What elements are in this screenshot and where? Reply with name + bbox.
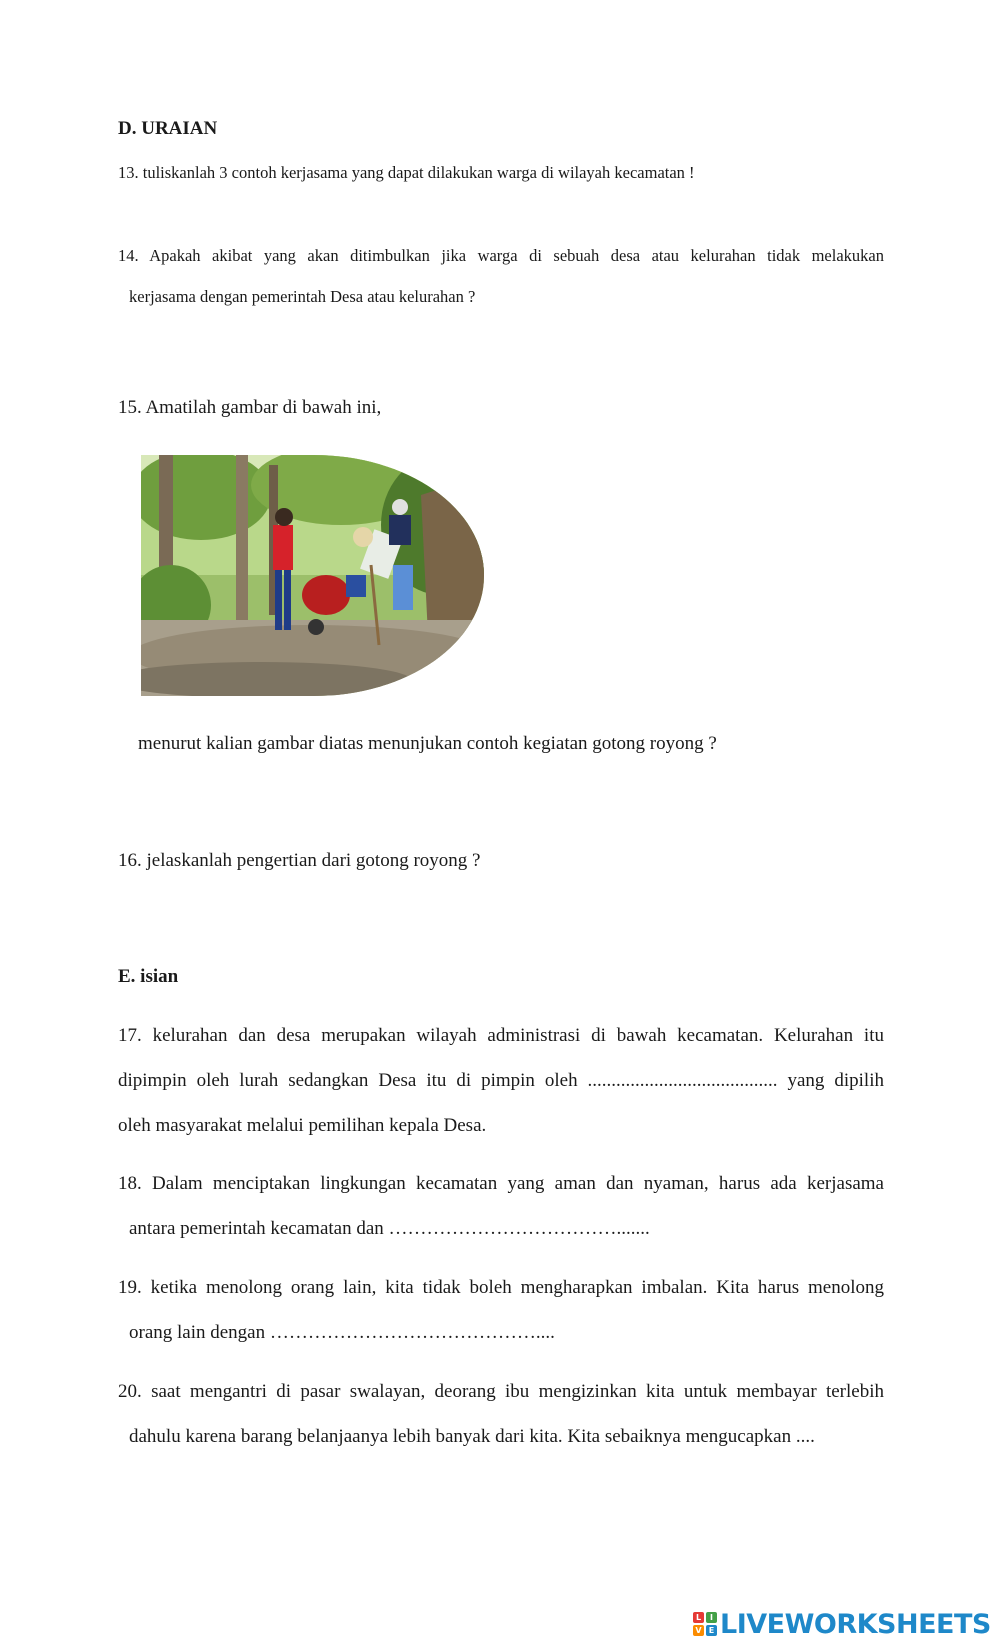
logo-tile-i: I [706, 1612, 717, 1623]
gotong-royong-photo [141, 455, 484, 696]
section-e-title: E. isian [118, 966, 179, 987]
logo-tile-l: L [693, 1612, 704, 1623]
question-19-line-1: 19. ketika menolong orang lain, kita tidak boleh mengharapkan imbalan. Kita harus menolong [118, 1277, 884, 1298]
question-15-followup: menurut kalian gambar diatas menunjukan contoh kegiatan gotong royong ? [138, 733, 717, 754]
question-20-line-2: dahulu karena barang belanjaanya lebih banyak dari kita. Kita sebaiknya mengucapkan .... [129, 1426, 815, 1447]
logo-grid-icon [693, 1612, 717, 1636]
question-18-line-2: antara pemerintah kecamatan dan ………………………………....... [129, 1218, 650, 1239]
question-17-line-3: oleh masyarakat melalui pemilihan kepala Desa. [118, 1115, 487, 1136]
question-18-line-1: 18. Dalam menciptakan lingkungan kecamatan yang aman dan nyaman, harus ada kerjasama [118, 1173, 884, 1194]
question-17-line-2: dipimpin oleh lurah sedangkan Desa itu di pimpin oleh ........................................ yang dipilih [118, 1070, 884, 1091]
question-19-line-2: orang lain dengan …………………………………….... [129, 1322, 555, 1343]
logo-tile-v: V [693, 1625, 704, 1636]
question-14-line-1: 14. Apakah akibat yang akan ditimbulkan jika warga di sebuah desa atau kelurahan tidak melakukan [118, 246, 884, 265]
question-14-line-2: kerjasama dengan pemerintah Desa atau kelurahan ? [129, 287, 476, 306]
question-16: 16. jelaskanlah pengertian dari gotong royong ? [118, 850, 481, 871]
question-15: 15. Amatilah gambar di bawah ini, [118, 397, 382, 418]
logo-tile-e: E [706, 1625, 717, 1636]
logo-text: LIVEWORKSHEETS [720, 1608, 991, 1640]
question-17-line-1: 17. kelurahan dan desa merupakan wilayah administrasi di bawah kecamatan. Kelurahan itu [118, 1025, 884, 1046]
liveworksheets-logo[interactable] [693, 1609, 991, 1639]
question-20-line-1: 20. saat mengantri di pasar swalayan, deorang ibu mengizinkan kita untuk membayar terlebih [118, 1381, 884, 1402]
section-d-title: D. URAIAN [118, 118, 218, 139]
question-13: 13. tuliskanlah 3 contoh kerjasama yang dapat dilakukan warga di wilayah kecamatan ! [118, 163, 695, 182]
